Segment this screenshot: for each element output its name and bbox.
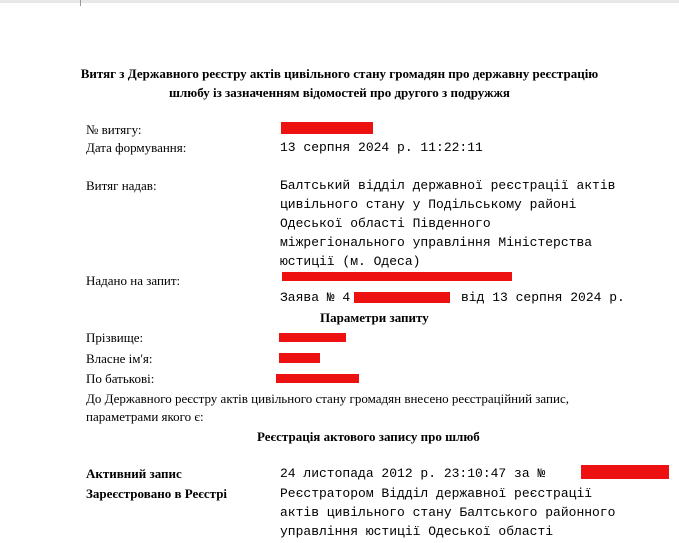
redacted-patronymic [276, 374, 359, 383]
date-label: Дата формування: [86, 140, 187, 155]
issued-by-line-5: юстиції (м. Одеса) [280, 254, 421, 269]
registered-line-2: актів цивільного стану Балтського районного [280, 505, 616, 520]
surname-label: Прізвище: [86, 330, 144, 345]
request-label: Надано на запит: [86, 273, 181, 288]
issued-by-line-2: цивільного стану у Подільському районі [280, 197, 577, 212]
redacted-name [279, 353, 320, 363]
registered-line-3: управління юстиції Одеської області [280, 524, 554, 539]
statement-line-2: параметрами якого є: [86, 409, 204, 424]
record-heading: Реєстрація актового запису про шлюб [257, 429, 480, 444]
extract-number-label: № витягу: [86, 122, 142, 137]
redacted-record-number [581, 465, 669, 479]
redacted-request-number [354, 292, 450, 303]
patronymic-label: По батькові: [86, 371, 155, 386]
redacted-surname [279, 333, 346, 342]
name-label: Власне ім'я: [86, 351, 153, 366]
active-record-value: 24 листопада 2012 р. 23:10:47 за № [280, 466, 546, 481]
document-title-line1: Витяг з Державного реєстру актів цивільного стану громадян про державну реєстрацію [80, 66, 599, 81]
page-top-edge [0, 0, 679, 3]
issued-by-line-3: Одеської області Південного [280, 216, 491, 231]
statement-line-1: До Державного реєстру актів цивільного стану громадян внесено реєстраційний запис, [86, 391, 569, 406]
redacted-requester [282, 272, 512, 281]
active-record-label: Активний запис [86, 466, 182, 481]
request-prefix: Заява № 4 [280, 290, 351, 305]
params-heading: Параметри запиту [320, 310, 429, 325]
page-edge-mark [80, 0, 81, 6]
document-title-line2: шлюбу із зазначенням відомостей про другого з подружжя [169, 85, 510, 100]
issued-by-line-4: міжрегіонального управління Міністерства [280, 235, 593, 250]
date-value: 13 серпня 2024 р. 11:22:11 [280, 140, 483, 155]
request-suffix: від 13 серпня 2024 р. [461, 290, 625, 305]
redacted-extract-number [281, 122, 373, 134]
registered-label: Зареєстровано в Реєстрі [86, 486, 228, 501]
issued-by-line-1: Балтський відділ державної реєстрації актів [280, 178, 616, 193]
registered-line-1: Реєстратором Відділ державної реєстрації [280, 486, 593, 501]
issued-by-label: Витяг надав: [86, 178, 157, 193]
